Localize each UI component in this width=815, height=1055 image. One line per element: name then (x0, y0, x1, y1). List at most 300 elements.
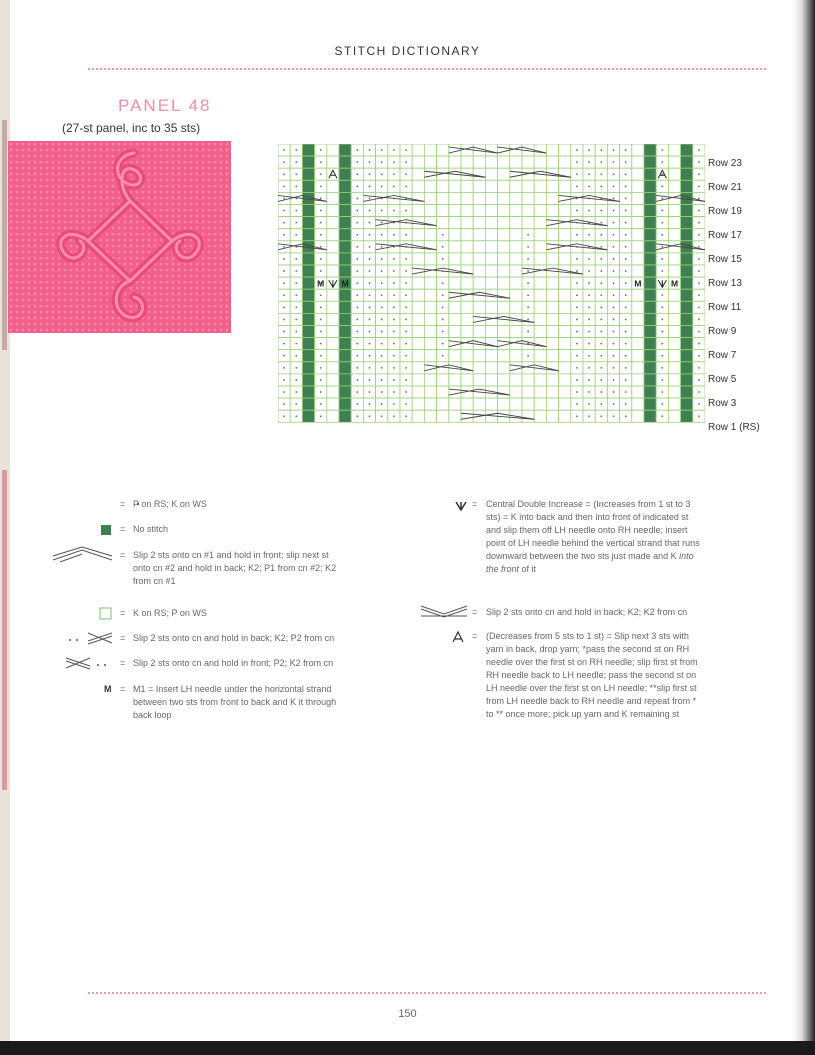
purl-dot (698, 343, 700, 345)
chart-cell (473, 241, 485, 253)
no-stitch-cell (339, 374, 351, 386)
no-stitch-cell (644, 229, 656, 241)
purl-dot (576, 210, 578, 212)
no-stitch-cell (644, 180, 656, 192)
purl-dot (576, 391, 578, 393)
chart-cell (327, 192, 339, 204)
chart-cell (668, 398, 680, 410)
purl-dot (613, 234, 615, 236)
purl-dot (369, 258, 371, 260)
chart-cell (632, 338, 644, 350)
purl-dot (600, 185, 602, 187)
section-header: STITCH DICTIONARY (334, 44, 481, 58)
chart-cell (461, 229, 473, 241)
chart-cell (327, 217, 339, 229)
purl-dot (369, 173, 371, 175)
no-stitch-cell (339, 241, 351, 253)
chart-cell (534, 313, 546, 325)
purl-dot (576, 403, 578, 405)
no-stitch-cell (302, 301, 314, 313)
chart-cell (473, 362, 485, 374)
purl-dot (295, 161, 297, 163)
purl-dot (381, 234, 383, 236)
no-stitch-cell (339, 265, 351, 277)
legend-cable-2-2-text: Slip 2 sts onto cn and hold in back; K2; K2 from cn (486, 607, 688, 617)
purl-dot (369, 234, 371, 236)
legend-line: yarn in back, drop yarn; *pass the second st on RH (486, 644, 690, 654)
chart-cell (546, 313, 558, 325)
chart-cell (461, 350, 473, 362)
purl-dot (369, 198, 371, 200)
purl-dot (613, 331, 615, 333)
chart-cell (534, 253, 546, 265)
chart-cell (437, 398, 449, 410)
legend-line: sts) = K into back and then into front of indicated st (486, 512, 689, 522)
bottom-dotted-rule (88, 992, 766, 994)
legend-line: (Decreases from 5 sts to 1 st) = Slip next 3 sts with (486, 631, 689, 641)
purl-dot (588, 331, 590, 333)
purl-dot (393, 379, 395, 381)
purl-dot (661, 198, 663, 200)
purl-dot (405, 270, 407, 272)
chart-cell (412, 277, 424, 289)
purl-dot (442, 234, 444, 236)
legend-equals: = (472, 607, 478, 617)
purl-dot (295, 258, 297, 260)
purl-dot (661, 306, 663, 308)
purl-dot (527, 306, 529, 308)
purl-dot (381, 306, 383, 308)
purl-dot (625, 234, 627, 236)
chart-cell (632, 180, 644, 192)
no-stitch-cell (302, 217, 314, 229)
purl-dot (320, 198, 322, 200)
purl-dot (283, 185, 285, 187)
purl-dot (625, 222, 627, 224)
no-stitch-cell (302, 265, 314, 277)
chart-cell (327, 241, 339, 253)
chart-cell (412, 301, 424, 313)
no-stitch-cell (681, 338, 693, 350)
purl-dot (320, 294, 322, 296)
chart-cell (668, 374, 680, 386)
purl-dot (381, 246, 383, 248)
purl-dot (661, 258, 663, 260)
chart-cell (510, 265, 522, 277)
purl-dot (613, 379, 615, 381)
purl-dot (613, 270, 615, 272)
no-stitch-cell (339, 410, 351, 422)
purl-dot (283, 246, 285, 248)
no-stitch-cell (644, 410, 656, 422)
purl-dot (295, 149, 297, 151)
chart-cell (437, 205, 449, 217)
purl-dot (613, 355, 615, 357)
purl-dot (698, 403, 700, 405)
purl-dot (320, 210, 322, 212)
chart-cell (424, 338, 436, 350)
purl-dot (527, 234, 529, 236)
no-stitch-cell (681, 313, 693, 325)
purl-dot (576, 270, 578, 272)
chart-cell (473, 398, 485, 410)
purl-dot (527, 355, 529, 357)
purl-dot (356, 270, 358, 272)
purl-dot (588, 258, 590, 260)
purl-dot (625, 379, 627, 381)
purl-dot (527, 258, 529, 260)
no-stitch-cell (681, 386, 693, 398)
chart-cell (668, 350, 680, 362)
chart-cell (412, 156, 424, 168)
purl-dot (295, 222, 297, 224)
purl-dot (369, 222, 371, 224)
chart-cell (559, 277, 571, 289)
purl-dot (588, 415, 590, 417)
purl-dot (661, 391, 663, 393)
chart-cell (510, 374, 522, 386)
purl-dot (295, 185, 297, 187)
chart-cell (534, 398, 546, 410)
legend-m1-text (133, 683, 336, 722)
central-double-increase-icon (455, 500, 467, 512)
purl-dot (393, 185, 395, 187)
purl-dot (381, 294, 383, 296)
no-stitch-cell (339, 205, 351, 217)
purl-dot (295, 403, 297, 405)
purl-dot (320, 185, 322, 187)
legend-line: between two sts from front to back and K it through (133, 697, 337, 707)
purl-dot (442, 355, 444, 357)
chart-cell (632, 205, 644, 217)
purl-dot (600, 391, 602, 393)
purl-dot (600, 282, 602, 284)
chart-cell (485, 265, 497, 277)
chart-cell (473, 205, 485, 217)
chart-cell (424, 144, 436, 156)
purl-dot (588, 270, 590, 272)
chart-cell (327, 362, 339, 374)
purl-dot (356, 391, 358, 393)
chart-cell (424, 168, 436, 180)
purl-dot (613, 222, 615, 224)
chart-cell (449, 326, 461, 338)
chart-cell (449, 205, 461, 217)
no-stitch-cell (302, 289, 314, 301)
chart-cell (546, 301, 558, 313)
purl-dot (661, 222, 663, 224)
purl-dot (661, 246, 663, 248)
no-stitch-cell (302, 386, 314, 398)
chart-cell (461, 326, 473, 338)
purl-dot (295, 173, 297, 175)
chart-cell (449, 277, 461, 289)
purl-dot (381, 331, 383, 333)
legend-italic: into (679, 551, 694, 561)
purl-dot (320, 343, 322, 345)
purl-dot (442, 331, 444, 333)
chart-cell (559, 192, 571, 204)
purl-dot (405, 403, 407, 405)
purl-dot (295, 391, 297, 393)
chart-cell (412, 205, 424, 217)
purl-dot (320, 403, 322, 405)
purl-dot (600, 343, 602, 345)
chart-cell (461, 241, 473, 253)
chart-cell (668, 205, 680, 217)
no-stitch-cell (302, 144, 314, 156)
chart-cell (632, 289, 644, 301)
purl-dot (393, 294, 395, 296)
chart-cell (534, 180, 546, 192)
chart-cell (546, 386, 558, 398)
purl-dot (405, 355, 407, 357)
purl-dot (698, 222, 700, 224)
chart-cell (668, 301, 680, 313)
chart-cell (461, 265, 473, 277)
chart-cell (424, 326, 436, 338)
chart-cell (498, 180, 510, 192)
purl-dot (698, 355, 700, 357)
purl-dot (283, 343, 285, 345)
chart-cell (327, 326, 339, 338)
chart-cell (412, 265, 424, 277)
chart-cell (473, 192, 485, 204)
chart-cell (534, 217, 546, 229)
chart-cell (546, 229, 558, 241)
purl-dot (320, 319, 322, 321)
purl-dot (356, 222, 358, 224)
chart-cell (559, 168, 571, 180)
chart-cell (546, 205, 558, 217)
chart-cell (498, 398, 510, 410)
legend-line: and slip them off LH needle onto RH needle; insert (486, 525, 688, 535)
row-label: Row 13 (708, 278, 742, 289)
chart-cell (449, 350, 461, 362)
purl-dot (283, 149, 285, 151)
purl-dot (283, 403, 285, 405)
no-stitch-cell (302, 338, 314, 350)
purl-dot (588, 210, 590, 212)
no-stitch-cell (681, 253, 693, 265)
purl-dot (320, 161, 322, 163)
legend-equals: = (472, 631, 478, 641)
purl-dot (393, 415, 395, 417)
chart-cell (510, 398, 522, 410)
purl-dot (320, 367, 322, 369)
chart-cell (534, 289, 546, 301)
purl-dot (381, 185, 383, 187)
no-stitch-cell (644, 253, 656, 265)
chart-cell (534, 301, 546, 313)
no-stitch-cell (339, 313, 351, 325)
purl-dot (661, 355, 663, 357)
swatch-photo-image (8, 141, 231, 333)
chart-cell (559, 289, 571, 301)
purl-dot (393, 258, 395, 260)
cable-front-purl-icon (64, 656, 114, 670)
purl-dot (283, 270, 285, 272)
purl-dot (698, 415, 700, 417)
chart-cell (412, 253, 424, 265)
chart-cell (668, 180, 680, 192)
purl-dot (283, 210, 285, 212)
legend-line: point of LH needle behind the vertical strand that runs (486, 538, 700, 548)
purl-dot (661, 270, 663, 272)
purl-dot (625, 198, 627, 200)
chart-cell (437, 410, 449, 422)
chart-cell (632, 217, 644, 229)
no-stitch-icon (100, 524, 112, 536)
purl-dot (600, 246, 602, 248)
no-stitch-cell (681, 168, 693, 180)
purl-dot (320, 149, 322, 151)
no-stitch-cell (681, 217, 693, 229)
purl-dot (527, 294, 529, 296)
purl-dot (600, 258, 602, 260)
legend-line-text: downward between the two sts just made and K (486, 551, 677, 561)
chart-cell (485, 277, 497, 289)
legend-line: onto cn #2 and hold in back; K2; P1 from cn #2; K2 (133, 563, 337, 573)
purl-dot (369, 415, 371, 417)
chart-cell (632, 374, 644, 386)
purl-dot (698, 391, 700, 393)
chart-cell (668, 338, 680, 350)
purl-dot (588, 185, 590, 187)
purl-dot (698, 149, 700, 151)
row-label: Row 11 (708, 302, 742, 313)
chart-cell (412, 229, 424, 241)
purl-dot (381, 379, 383, 381)
row-label: Row 3 (708, 398, 737, 409)
no-stitch-cell (681, 180, 693, 192)
chart-cell (668, 156, 680, 168)
purl-dot (576, 294, 578, 296)
chart-cell (632, 326, 644, 338)
row-label: Row 15 (708, 254, 742, 265)
purl-dot (283, 415, 285, 417)
chart-cell (632, 301, 644, 313)
chart-cell (546, 350, 558, 362)
purl-dot (625, 343, 627, 345)
legend-equals: = (120, 684, 126, 694)
purl-dot (698, 319, 700, 321)
purl-dot (588, 161, 590, 163)
chart-cell (510, 217, 522, 229)
chart-cell (327, 144, 339, 156)
purl-dot (356, 173, 358, 175)
purl-dot (588, 367, 590, 369)
purl-dot (369, 161, 371, 163)
purl-dot (600, 210, 602, 212)
chart-cell (632, 253, 644, 265)
chart-cell (498, 277, 510, 289)
chart-cell (510, 229, 522, 241)
legend-knit-text: K on RS; P on WS (133, 608, 207, 618)
purl-dot (369, 379, 371, 381)
legend-purl-text (133, 498, 207, 511)
purl-dot (576, 282, 578, 284)
chart-cell (412, 180, 424, 192)
chart-cell (668, 326, 680, 338)
chart-cell (632, 192, 644, 204)
purl-dot (600, 355, 602, 357)
chart-cell (437, 192, 449, 204)
swatch-photo (8, 141, 231, 333)
chart-cell (510, 168, 522, 180)
purl-dot (600, 149, 602, 151)
no-stitch-cell (302, 180, 314, 192)
knit-empty-icon (99, 607, 112, 620)
no-stitch-cell (339, 350, 351, 362)
cable-2-2-back-icon (420, 604, 468, 618)
chart-cell (461, 156, 473, 168)
no-stitch-cell (339, 144, 351, 156)
chart-cell (485, 301, 497, 313)
purl-dot (283, 258, 285, 260)
purl-dot (369, 149, 371, 151)
chart-cell (485, 229, 497, 241)
legend-line: RH needle back to LH needle; pass the second st on (486, 670, 697, 680)
purl-dot (393, 282, 395, 284)
purl-dot (320, 270, 322, 272)
no-stitch-cell (681, 229, 693, 241)
chart-cell (522, 192, 534, 204)
chart-cell (546, 289, 558, 301)
chart-cell (461, 205, 473, 217)
purl-dot (295, 234, 297, 236)
purl-dot (588, 379, 590, 381)
no-stitch-cell (339, 156, 351, 168)
chart-cell (327, 350, 339, 362)
page-number: 150 (398, 1008, 417, 1020)
legend-equals: = (120, 499, 126, 509)
no-stitch-cell (339, 338, 351, 350)
legend-equals: = (120, 658, 126, 668)
chart-cell (534, 386, 546, 398)
purl-dot (600, 294, 602, 296)
chart-cell (473, 180, 485, 192)
purl-dot (698, 367, 700, 369)
chart-cell (498, 301, 510, 313)
chart-cell (327, 301, 339, 313)
row-label: Row 23 (708, 158, 742, 169)
chart-cell (449, 410, 461, 422)
no-stitch-cell (302, 277, 314, 289)
row-label: Row 21 (708, 182, 742, 193)
purl-dot (295, 282, 297, 284)
no-stitch-cell (339, 253, 351, 265)
purl-dot (295, 331, 297, 333)
no-stitch-cell (681, 289, 693, 301)
chart-cell (473, 326, 485, 338)
chart-cell (485, 192, 497, 204)
chart-cell (327, 156, 339, 168)
chart-cell (437, 180, 449, 192)
purl-dot (405, 173, 407, 175)
purl-dot (613, 294, 615, 296)
purl-dot (283, 391, 285, 393)
purl-dot (405, 161, 407, 163)
purl-dot (661, 234, 663, 236)
purl-dot (369, 210, 371, 212)
chart-cell (485, 205, 497, 217)
no-stitch-cell (302, 313, 314, 325)
legend-no-stitch-text: No stitch (133, 524, 169, 534)
purl-dot (527, 319, 529, 321)
no-stitch-cell (644, 362, 656, 374)
purl-dot (588, 403, 590, 405)
